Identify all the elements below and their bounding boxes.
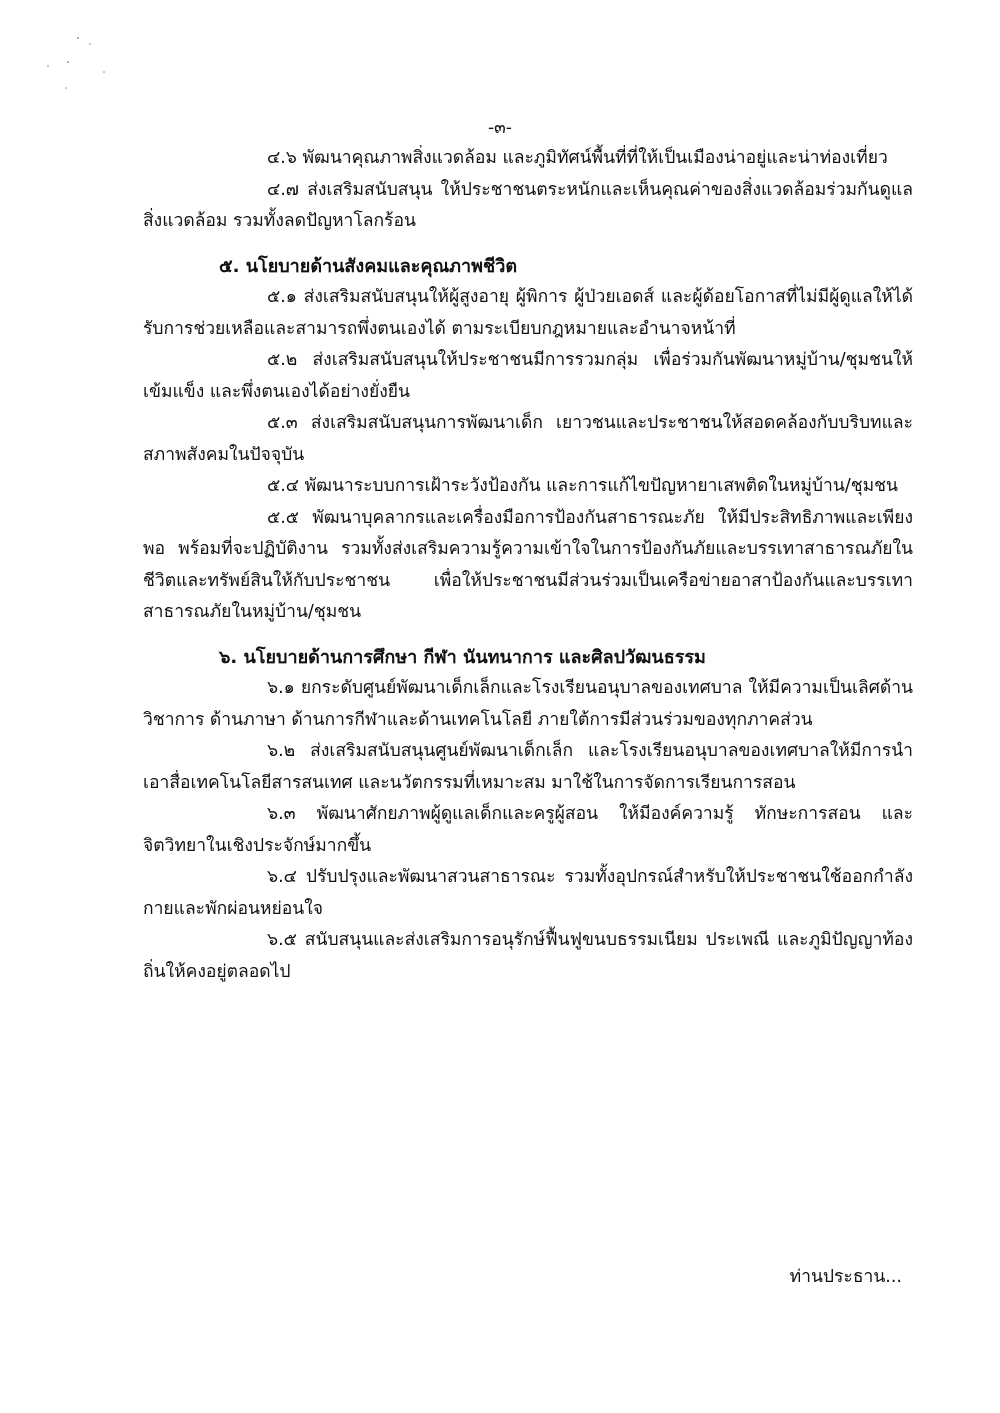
paragraph-5-1: ๕.๑ ส่งเสริมสนับสนุนให้ผู้สูงอายุ ผู้พิการ ผู้ป่วยเอดส์ และผู้ด้อยโอกาสที่ไม่มีผู้ดูแลให้ได้รับการช่วยเหลือและสามารถพึ่งตนเองได้ ตามระเบียบกฎหมายและอำนาจหน้าที่ (143, 287, 913, 339)
paragraph-6-5: ๖.๕ สนับสนุนและส่งเสริมการอนุรักษ์ฟื้นฟูขนบธรรมเนียม ประเพณี และภูมิปัญญาท้องถิ่นให้คงอยู่ตลอดไป (143, 930, 913, 982)
paragraph-4-7: ๔.๗ ส่งเสริมสนับสนุน ให้ประชาชนตระหนักและเห็นคุณค่าของสิ่งแวดล้อมร่วมกันดูแลสิ่งแวดล้อม รวมทั้งลดปัญหาโลกร้อน (143, 179, 913, 231)
paragraph-6-2: ๖.๒ ส่งเสริมสนับสนุนศูนย์พัฒนาเด็กเล็ก และโรงเรียนอนุบาลของเทศบาลให้มีการนำเอาสื่อเทคโนโลยีสารสนเทศ และนวัตกรรมที่เหมาะสม มาใช้ในการจัดการเรียนการสอน (143, 741, 913, 793)
paragraph-5-4: ๕.๔ พัฒนาระบบการเฝ้าระวังป้องกัน และการแก้ไขปัญหายาเสพติดในหมู่บ้าน/ชุมชน (267, 476, 898, 496)
page-number: -๓- (488, 118, 512, 138)
paragraph-6-1: ๖.๑ ยกระดับศูนย์พัฒนาเด็กเล็กและโรงเรียนอนุบาลของเทศบาล ให้มีความเป็นเลิศด้านวิชาการ ด้านภาษา ด้านการกีฬาและด้านเทคโนโลยี ภายใต้การมีส่วนร่วมของทุกภาคส่วน (143, 678, 913, 730)
section-heading-6: ๖. นโยบายด้านการศึกษา กีฬา นันทนาการ และศิลปวัฒนธรรม (219, 646, 706, 668)
next-page-catchword: ท่านประธาน... (789, 1267, 902, 1287)
paragraph-5-3: ๕.๓ ส่งเสริมสนับสนุนการพัฒนาเด็ก เยาวชนและประชาชนให้สอดคล้องกับบริบทและสภาพสังคมในปัจจุบัน (143, 413, 913, 465)
scan-specks (30, 30, 120, 100)
section-heading-5: ๕. นโยบายด้านสังคมและคุณภาพชีวิต (219, 255, 518, 277)
paragraph-6-4: ๖.๔ ปรับปรุงและพัฒนาสวนสาธารณะ รวมทั้งอุปกรณ์สำหรับให้ประชาชนใช้ออกกำลังกายและพักผ่อนหย่อนใจ (143, 867, 913, 919)
paragraph-4-6: ๔.๖ พัฒนาคุณภาพสิ่งแวดล้อม และภูมิทัศน์พื้นที่ที่ให้เป็นเมืองน่าอยู่และน่าท่องเที่ยว (267, 148, 888, 168)
paragraph-6-3: ๖.๓ พัฒนาศักยภาพผู้ดูแลเด็กและครูผู้สอน ให้มีองค์ความรู้ ทักษะการสอน และจิตวิทยาในเชิงประจักษ์มากขึ้น (143, 804, 913, 856)
paragraph-5-5: ๕.๕ พัฒนาบุคลากรและเครื่องมือการป้องกันสาธารณะภัย ให้มีประสิทธิภาพและเพียงพอ พร้อมที่จะปฏิบัติงาน รวมทั้งส่งเสริมความรู้ความเข้าใจในการป้องกันภัยและบรรเทาสาธารณภัยในชีวิตและทรัพย์สินให้กับประชาชน เพื่อให้ประชาชนมีส่วนร่วมเป็นเครือข่ายอาสาป้องกันและบรรเทาสาธารณภัยในหมู่บ้าน/ชุมชน (143, 507, 913, 622)
document-body (143, 143, 913, 988)
paragraph-5-2: ๕.๒ ส่งเสริมสนับสนุนให้ประชาชนมีการรวมกลุ่ม เพื่อร่วมกันพัฒนาหมู่บ้าน/ชุมชนให้เข้มแข็ง และพึ่งตนเองได้อย่างยั่งยืน (143, 350, 913, 402)
